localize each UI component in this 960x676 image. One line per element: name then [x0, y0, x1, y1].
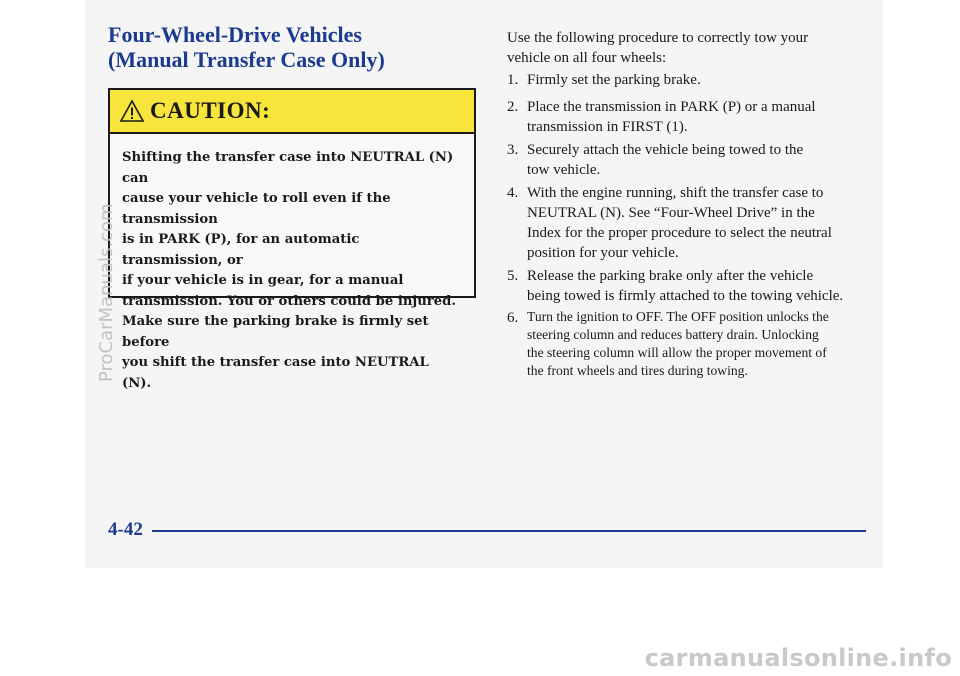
step-text: [527, 97, 879, 137]
step-number: 4.: [507, 185, 519, 201]
caution-line: is in PARK (P), for an automatic transmission, or: [122, 232, 360, 268]
step-text: [527, 266, 879, 306]
step-text: [527, 70, 879, 90]
step-line: With the engine running, shift the transfer case to: [527, 185, 824, 201]
caution-line: transmission. You or others could be injured.: [122, 293, 456, 309]
step-line: tow vehicle.: [527, 162, 601, 178]
site-watermark: carmanualsonline.info: [644, 644, 952, 672]
caution-title: CAUTION:: [150, 98, 271, 123]
intro-line-1: Use the following procedure to correctly tow your: [507, 30, 809, 46]
caution-line: you shift the transfer case into NEUTRAL (N).: [122, 355, 429, 391]
step-text: [527, 308, 879, 380]
procedure-intro: [507, 28, 877, 68]
step-5: [507, 266, 879, 306]
step-4: [507, 183, 879, 263]
caution-line: Make sure the parking brake is firmly set before: [122, 314, 429, 350]
step-line: position for your vehicle.: [527, 245, 679, 261]
section-heading: [108, 22, 385, 72]
step-line: steering column and reduces battery drain. Unlocking: [527, 327, 819, 342]
page-number: 4-42: [108, 519, 143, 540]
step-number: 3.: [507, 142, 519, 158]
step-line: transmission in FIRST (1).: [527, 119, 688, 135]
step-number: 6.: [507, 310, 519, 326]
step-line: Release the parking brake only after the vehicle: [527, 268, 814, 284]
caution-header: [110, 90, 474, 134]
step-line: Turn the ignition to OFF. The OFF position unlocks the: [527, 309, 829, 324]
heading-line-2: (Manual Transfer Case Only): [108, 47, 385, 72]
step-line: Securely attach the vehicle being towed to the: [527, 142, 804, 158]
step-text: [527, 140, 879, 180]
step-1: [507, 70, 879, 90]
step-line: NEUTRAL (N). See “Four-Wheel Drive” in the: [527, 205, 815, 221]
step-line: the steering column will allow the proper movement of: [527, 345, 827, 360]
step-line: Firmly set the parking brake.: [527, 72, 701, 88]
intro-line-2: vehicle on all four wheels:: [507, 50, 667, 66]
step-line: the front wheels and tires during towing.: [527, 363, 748, 378]
caution-line: cause your vehicle to roll even if the transmission: [122, 191, 391, 227]
step-number: 2.: [507, 99, 519, 115]
step-line: being towed is firmly attached to the towing vehicle.: [527, 288, 844, 304]
step-3: [507, 140, 879, 180]
step-line: Index for the proper procedure to select the neutral: [527, 225, 832, 241]
caution-line: Shifting the transfer case into NEUTRAL (N) can: [122, 150, 454, 186]
step-number: 1.: [507, 72, 519, 88]
heading-line-1: Four-Wheel-Drive Vehicles: [108, 22, 362, 47]
step-line: Place the transmission in PARK (P) or a manual: [527, 99, 816, 115]
step-number: 5.: [507, 268, 519, 284]
step-text: [527, 183, 879, 263]
warning-triangle-icon: [120, 100, 144, 122]
caution-line: if your vehicle is in gear, for a manual: [122, 273, 404, 288]
caution-text: [122, 148, 462, 394]
caution-box: [108, 88, 476, 391]
side-watermark: ProCarManuals.com: [96, 203, 117, 382]
step-2: [507, 97, 879, 137]
step-6: [507, 308, 879, 380]
footer-rule: [152, 530, 866, 532]
